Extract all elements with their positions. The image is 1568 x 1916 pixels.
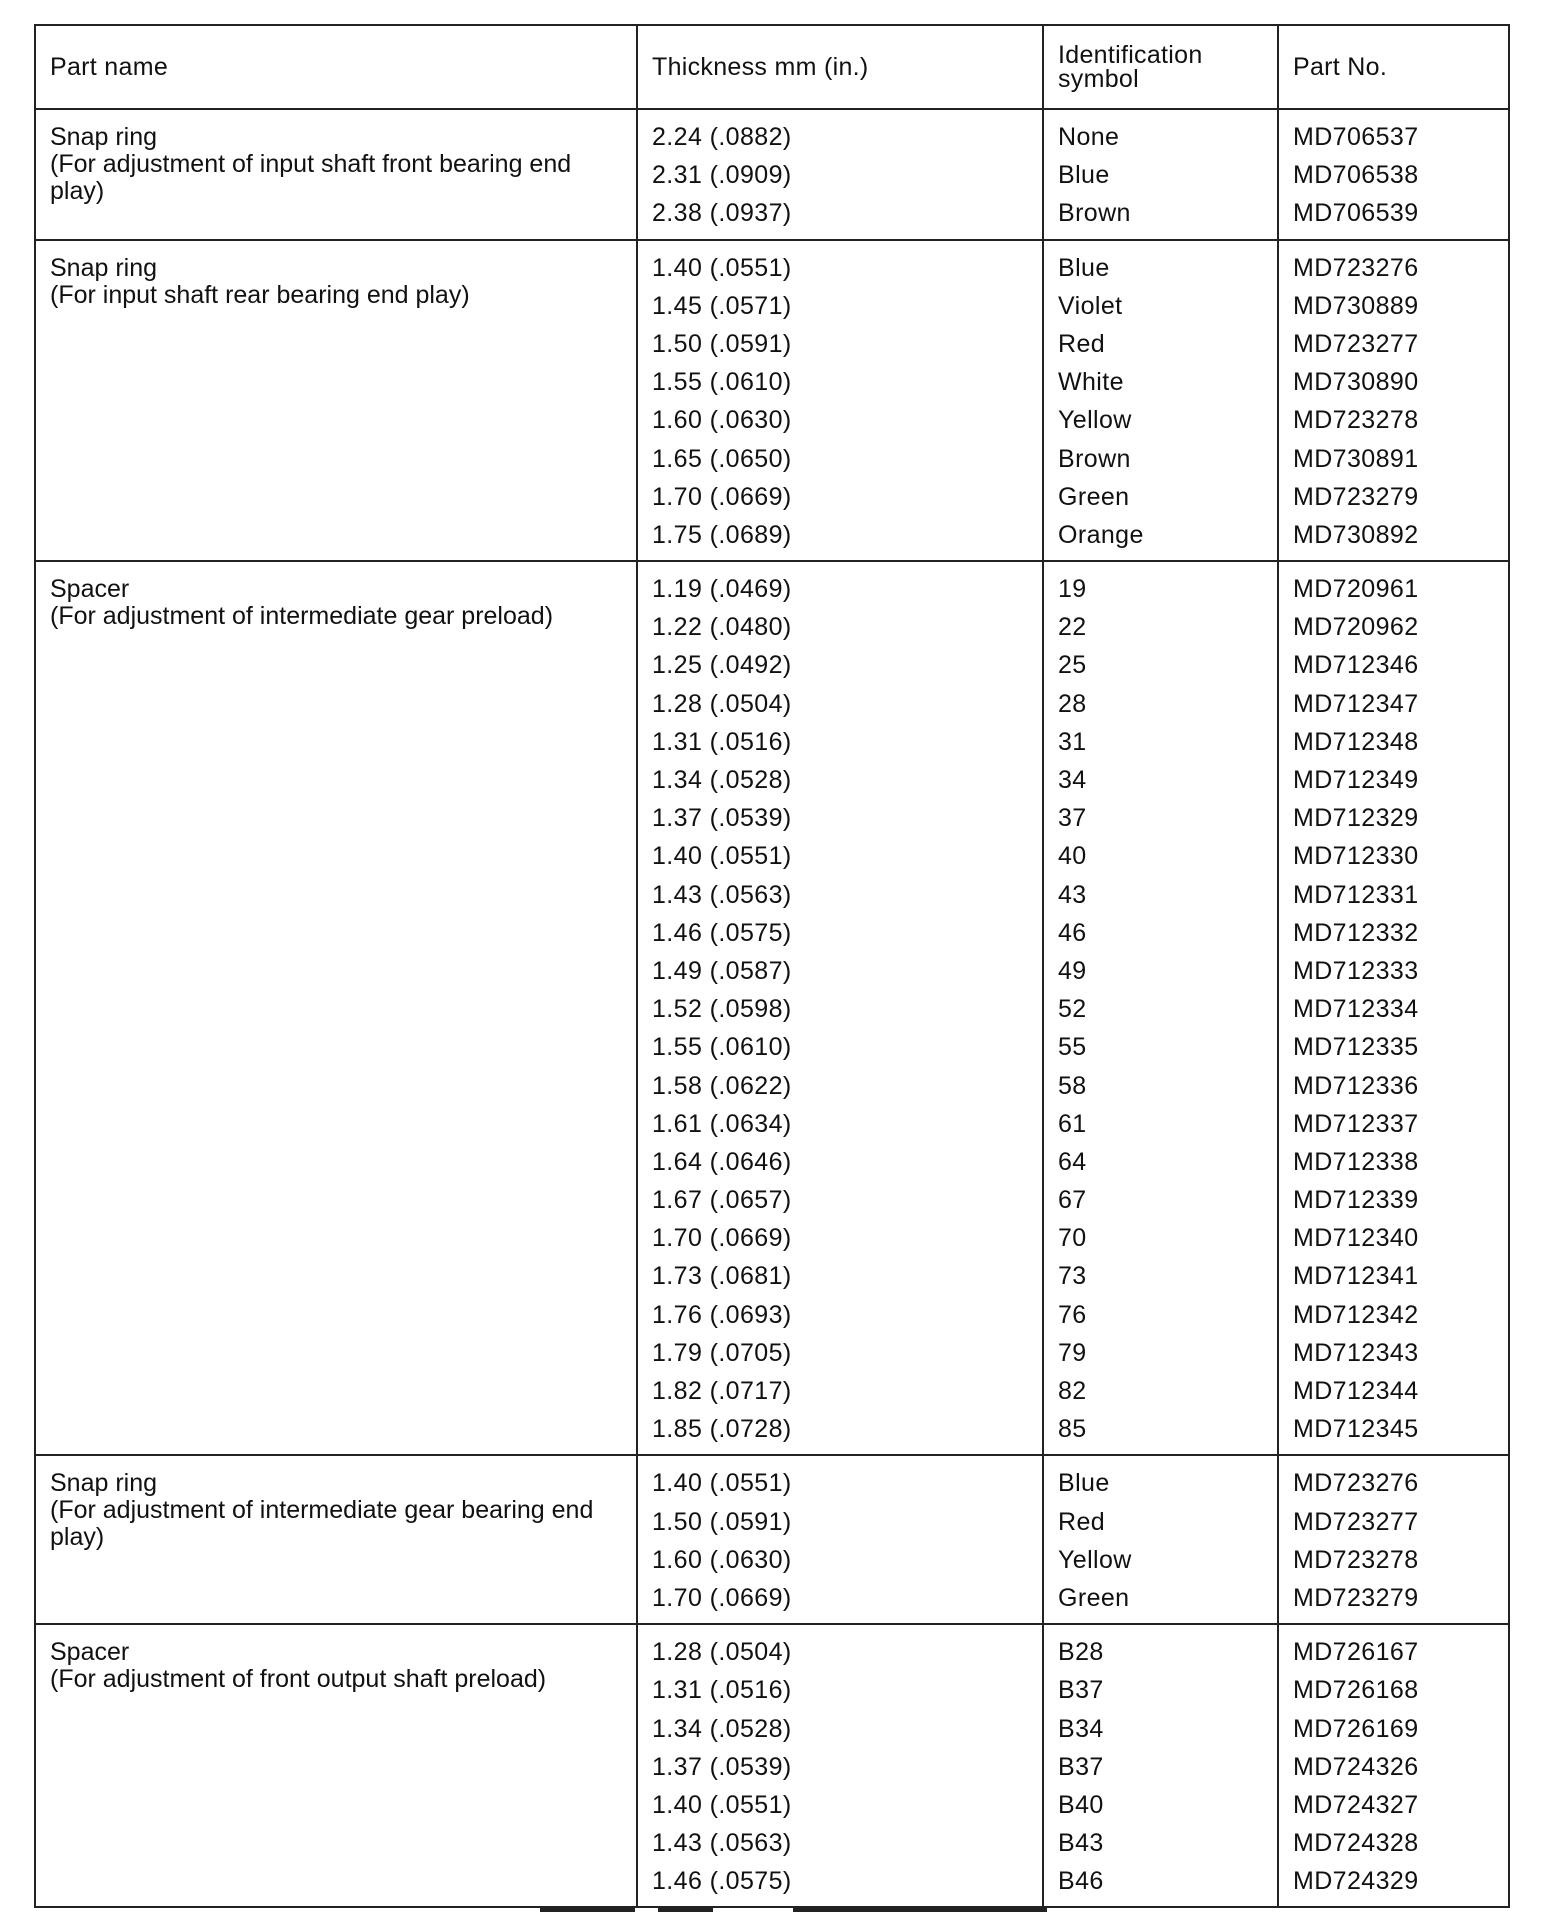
thickness-value: 1.40 (.0551)	[652, 842, 792, 871]
part-name-cell	[35, 1624, 637, 1907]
footer-rule-right	[793, 1906, 1047, 1912]
part-no-cell	[1278, 109, 1509, 240]
thickness-cell	[637, 109, 1043, 240]
part-no-value: MD712344	[1293, 1377, 1419, 1405]
identification-value: 58	[1058, 1071, 1087, 1100]
identification-value: 22	[1058, 613, 1087, 642]
thickness-value: 1.46 (.0575)	[652, 1867, 792, 1896]
thickness-value: 1.34 (.0528)	[652, 766, 792, 794]
identification-value: Red	[1058, 329, 1106, 358]
identification-value: None	[1058, 123, 1120, 151]
identification-value: Green	[1058, 482, 1130, 511]
part-purpose: (For adjustment of input shaft front bearing end play)	[50, 150, 572, 205]
thickness-value: 2.38 (.0937)	[652, 199, 792, 228]
part-no-value: MD712349	[1293, 766, 1419, 794]
thickness-value: 1.25 (.0492)	[652, 651, 792, 680]
identification-value: 79	[1058, 1338, 1087, 1367]
part-no-value: MD712348	[1293, 727, 1419, 756]
header-identification-line1: Identification	[1058, 41, 1203, 69]
part-no-value: MD726167	[1293, 1638, 1419, 1667]
part-no-value: MD723278	[1293, 1545, 1419, 1574]
part-no-cell	[1278, 1624, 1509, 1907]
identification-value: Yellow	[1058, 406, 1132, 435]
header-identification-line2: symbol	[1058, 65, 1139, 93]
table-row	[35, 109, 1509, 240]
identification-value: 70	[1058, 1224, 1087, 1253]
identification-value: Green	[1058, 1583, 1130, 1612]
part-no-value: MD724329	[1293, 1867, 1419, 1896]
part-purpose: (For adjustment of front output shaft preload)	[50, 1665, 547, 1694]
thickness-value: 1.64 (.0646)	[652, 1147, 792, 1176]
thickness-value: 1.31 (.0516)	[652, 727, 792, 756]
header-part-name: Part name	[35, 25, 637, 109]
part-no-value: MD730890	[1293, 368, 1419, 397]
part-no-value: MD712347	[1293, 689, 1419, 718]
part-no-value: MD730889	[1293, 291, 1419, 320]
thickness-value: 1.65 (.0650)	[652, 444, 792, 473]
identification-value: 34	[1058, 766, 1087, 794]
thickness-value: 1.67 (.0657)	[652, 1186, 792, 1215]
part-name-cell	[35, 561, 637, 1455]
thickness-value: 1.45 (.0571)	[652, 291, 792, 320]
part-no-value: MD723277	[1293, 329, 1419, 358]
thickness-value: 2.31 (.0909)	[652, 161, 792, 190]
identification-value: 85	[1058, 1415, 1087, 1444]
part-no-value: MD712336	[1293, 1071, 1419, 1100]
parts-table	[34, 24, 1510, 1908]
part-no-value: MD724328	[1293, 1829, 1419, 1858]
header-row	[35, 25, 1509, 109]
thickness-value: 1.40 (.0551)	[652, 253, 792, 282]
identification-value: White	[1058, 368, 1124, 397]
footer-rule-left	[540, 1906, 635, 1912]
identification-value: B34	[1058, 1714, 1104, 1743]
identification-value: B40	[1058, 1790, 1104, 1819]
identification-value: Yellow	[1058, 1545, 1132, 1574]
identification-value: Brown	[1058, 199, 1131, 228]
thickness-value: 1.52 (.0598)	[652, 995, 792, 1024]
part-no-value: MD730891	[1293, 444, 1419, 473]
part-name: Spacer	[50, 575, 130, 604]
thickness-value: 1.60 (.0630)	[652, 1545, 792, 1574]
part-no-value: MD712329	[1293, 804, 1419, 833]
part-no-value: MD712335	[1293, 1033, 1419, 1062]
thickness-value: 1.70 (.0669)	[652, 1583, 792, 1612]
part-no-value: MD723277	[1293, 1507, 1419, 1536]
thickness-value: 1.28 (.0504)	[652, 689, 792, 718]
part-no-value: MD712341	[1293, 1262, 1419, 1291]
thickness-value: 1.79 (.0705)	[652, 1338, 792, 1367]
thickness-value: 1.49 (.0587)	[652, 956, 792, 985]
thickness-value: 1.50 (.0591)	[652, 1507, 792, 1536]
identification-cell	[1043, 1455, 1278, 1624]
part-no-value: MD712331	[1293, 880, 1419, 909]
thickness-value: 1.55 (.0610)	[652, 368, 792, 397]
identification-value: 73	[1058, 1262, 1087, 1291]
thickness-value: 1.37 (.0539)	[652, 804, 792, 833]
identification-cell	[1043, 1624, 1278, 1907]
thickness-value: 1.61 (.0634)	[652, 1109, 792, 1138]
thickness-value: 1.43 (.0563)	[652, 1829, 792, 1858]
part-no-value: MD720962	[1293, 613, 1419, 642]
part-no-value: MD706537	[1293, 123, 1419, 151]
thickness-value: 1.55 (.0610)	[652, 1033, 792, 1062]
identification-value: 82	[1058, 1377, 1087, 1405]
part-no-value: MD723276	[1293, 1469, 1419, 1498]
part-no-value: MD712337	[1293, 1109, 1419, 1138]
thickness-value: 1.34 (.0528)	[652, 1714, 792, 1743]
identification-value: 28	[1058, 689, 1087, 718]
part-name: Snap ring	[50, 123, 158, 151]
part-purpose: (For adjustment of intermediate gear bearing end play)	[50, 1496, 594, 1552]
identification-value: 25	[1058, 651, 1087, 680]
thickness-value: 1.82 (.0717)	[652, 1377, 792, 1405]
identification-value: 40	[1058, 842, 1087, 871]
identification-value: 61	[1058, 1109, 1087, 1138]
part-no-value: MD712332	[1293, 918, 1419, 947]
thickness-cell	[637, 561, 1043, 1455]
table-row	[35, 1455, 1509, 1624]
part-no-value: MD720961	[1293, 575, 1419, 604]
part-no-value: MD712339	[1293, 1186, 1419, 1215]
identification-value: 19	[1058, 575, 1087, 604]
thickness-value: 1.40 (.0551)	[652, 1469, 792, 1498]
thickness-value: 1.43 (.0563)	[652, 880, 792, 909]
identification-cell	[1043, 109, 1278, 240]
part-no-value: MD712333	[1293, 956, 1419, 985]
identification-value: 76	[1058, 1300, 1087, 1329]
part-no-value: MD712330	[1293, 842, 1419, 871]
part-name-cell	[35, 109, 637, 240]
identification-value: B37	[1058, 1752, 1104, 1781]
identification-value: 64	[1058, 1147, 1087, 1176]
table-body	[35, 109, 1509, 1907]
thickness-value: 2.24 (.0882)	[652, 123, 792, 151]
thickness-value: 1.40 (.0551)	[652, 1790, 792, 1819]
part-no-value: MD712343	[1293, 1338, 1419, 1367]
identification-value: B28	[1058, 1638, 1104, 1667]
header-thickness: Thickness mm (in.)	[637, 25, 1043, 109]
part-no-value: MD723279	[1293, 1583, 1419, 1612]
header-part-no: Part No.	[1278, 25, 1509, 109]
thickness-value: 1.70 (.0669)	[652, 1224, 792, 1253]
part-no-cell	[1278, 240, 1509, 562]
thickness-cell	[637, 240, 1043, 562]
identification-value: Blue	[1058, 1469, 1110, 1498]
thickness-value: 1.37 (.0539)	[652, 1752, 792, 1781]
part-purpose: (For input shaft rear bearing end play)	[50, 280, 470, 309]
table-row	[35, 240, 1509, 562]
identification-value: Orange	[1058, 520, 1144, 549]
thickness-value: 1.60 (.0630)	[652, 406, 792, 435]
part-no-value: MD712346	[1293, 651, 1419, 680]
thickness-value: 1.76 (.0693)	[652, 1300, 792, 1329]
part-no-value: MD723279	[1293, 482, 1419, 511]
table-row	[35, 561, 1509, 1455]
thickness-value: 1.73 (.0681)	[652, 1262, 792, 1291]
thickness-cell	[637, 1455, 1043, 1624]
part-name-cell	[35, 240, 637, 562]
part-no-value: MD712342	[1293, 1300, 1419, 1329]
thickness-value: 1.85 (.0728)	[652, 1415, 792, 1444]
thickness-value: 1.46 (.0575)	[652, 918, 792, 947]
thickness-value: 1.22 (.0480)	[652, 613, 792, 642]
part-no-value: MD726168	[1293, 1676, 1419, 1705]
identification-value: 49	[1058, 956, 1087, 985]
identification-value: 52	[1058, 995, 1087, 1024]
part-no-value: MD730892	[1293, 520, 1419, 549]
part-name: Snap ring	[50, 1469, 158, 1498]
thickness-value: 1.70 (.0669)	[652, 482, 792, 511]
part-no-value: MD712338	[1293, 1147, 1419, 1176]
part-no-cell	[1278, 561, 1509, 1455]
thickness-value: 1.28 (.0504)	[652, 1638, 792, 1667]
part-no-value: MD723278	[1293, 406, 1419, 435]
thickness-value: 1.19 (.0469)	[652, 575, 792, 604]
part-no-value: MD706539	[1293, 199, 1419, 228]
part-no-value: MD724327	[1293, 1790, 1419, 1819]
identification-value: Violet	[1058, 291, 1123, 320]
header-identification	[1043, 25, 1278, 109]
part-no-value: MD712334	[1293, 995, 1419, 1024]
identification-value: 43	[1058, 880, 1087, 909]
part-no-value: MD723276	[1293, 253, 1419, 282]
identification-value: 55	[1058, 1033, 1087, 1062]
thickness-value: 1.50 (.0591)	[652, 329, 792, 358]
identification-value: 37	[1058, 804, 1087, 833]
part-no-value: MD712345	[1293, 1415, 1419, 1444]
identification-value: Blue	[1058, 253, 1110, 282]
part-no-value: MD724326	[1293, 1752, 1419, 1781]
identification-value: B46	[1058, 1867, 1104, 1896]
identification-cell	[1043, 561, 1278, 1455]
identification-value: 31	[1058, 727, 1087, 756]
part-name: Spacer	[50, 1638, 130, 1667]
identification-value: 67	[1058, 1186, 1087, 1215]
identification-value: Red	[1058, 1507, 1106, 1536]
part-no-value: MD712340	[1293, 1224, 1419, 1253]
part-no-cell	[1278, 1455, 1509, 1624]
identification-value: B37	[1058, 1676, 1104, 1705]
identification-value: Brown	[1058, 444, 1131, 473]
identification-value: 46	[1058, 918, 1087, 947]
footer-rule-mid	[658, 1906, 713, 1912]
thickness-value: 1.31 (.0516)	[652, 1676, 792, 1705]
part-name: Snap ring	[50, 253, 158, 282]
thickness-value: 1.75 (.0689)	[652, 520, 792, 549]
thickness-value: 1.58 (.0622)	[652, 1071, 792, 1100]
part-no-value: MD706538	[1293, 161, 1419, 190]
part-no-value: MD726169	[1293, 1714, 1419, 1743]
identification-value: Blue	[1058, 161, 1110, 190]
identification-cell	[1043, 240, 1278, 562]
table-row	[35, 1624, 1509, 1907]
part-name-cell	[35, 1455, 637, 1624]
thickness-cell	[637, 1624, 1043, 1907]
part-purpose: (For adjustment of intermediate gear preload)	[50, 602, 554, 631]
identification-value: B43	[1058, 1829, 1104, 1858]
